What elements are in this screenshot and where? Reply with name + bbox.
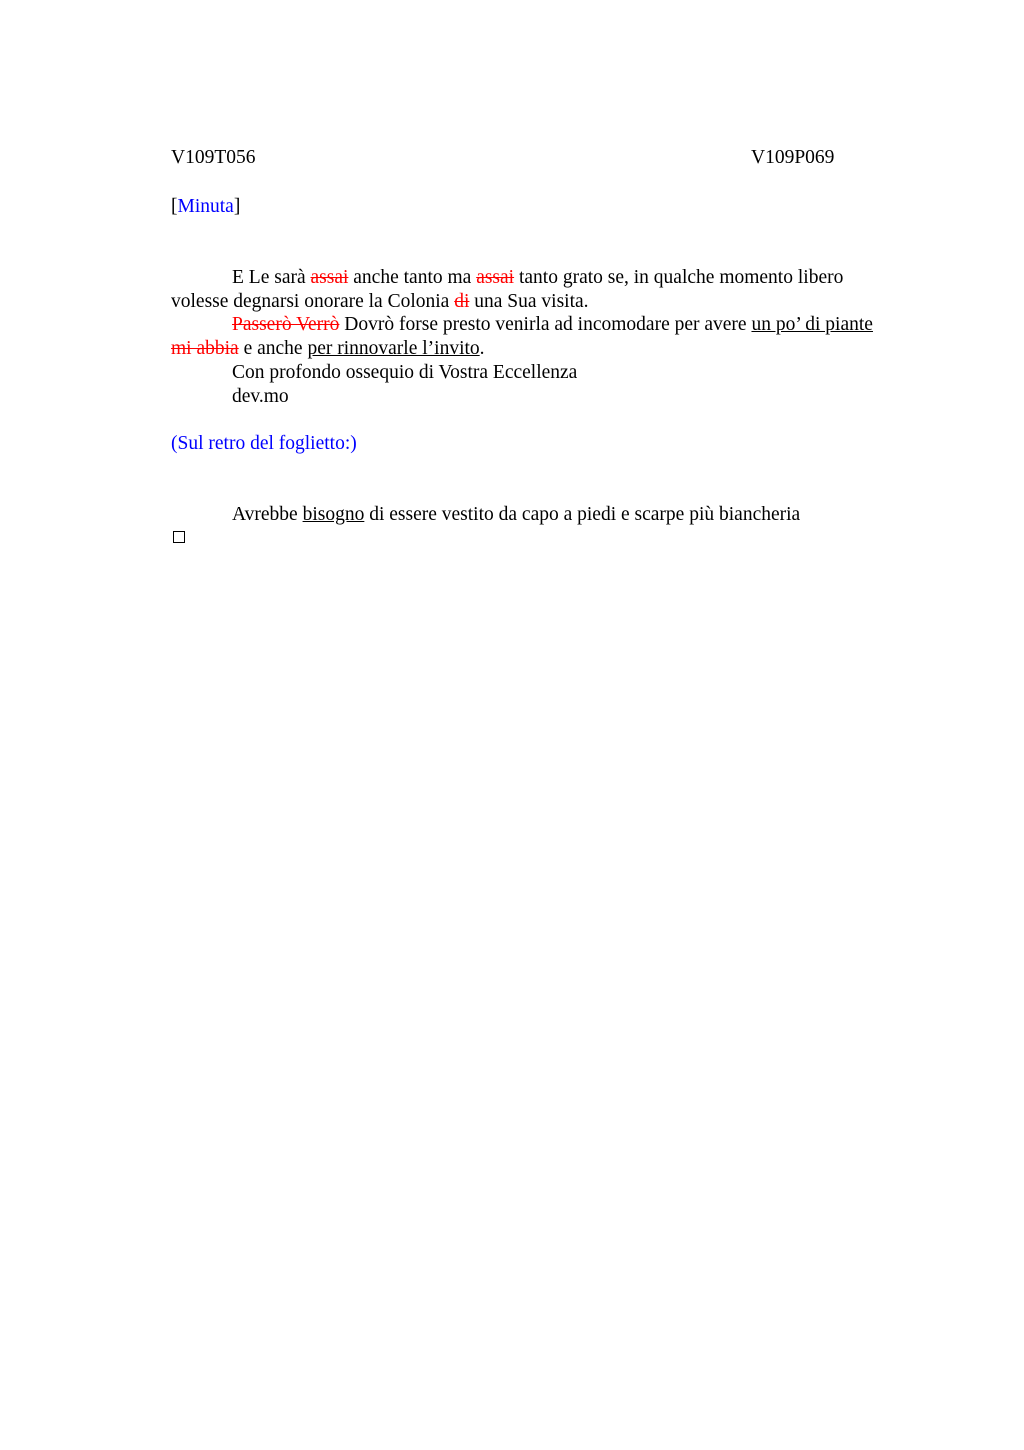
underlined-text: bisogno [302,504,365,525]
deleted-text: assai [310,267,349,288]
text-run: e anche [238,338,308,359]
para1-line2 [171,290,589,314]
empty-square-icon [173,531,185,543]
closing-line2: dev.mo [232,386,289,407]
text-run: Dovrò forse presto venirla ad incomodare per avere [339,314,752,335]
deleted-text: Passerò Verrò [232,314,340,335]
text-run: tanto grato se, in qualche momento libero [514,267,844,288]
minuta-label [171,195,240,219]
text-run: E Le sarà [232,267,311,288]
para2-line2 [171,337,485,361]
deleted-text: di [454,291,470,312]
text-run: anche tanto ma [348,267,477,288]
text-run: . [479,338,485,359]
closing-line1: Con profondo ossequio di Vostra Eccellenza [232,362,578,383]
para1-line1 [232,266,843,290]
label-close-bracket: ] [233,196,241,217]
label-text: Minuta [177,196,234,217]
text-run: di essere vestito da capo a piedi e scarpe più biancheria [364,504,801,525]
header-left-code: V109T056 [171,147,256,168]
deleted-text: assai [476,267,515,288]
underlined-text: per rinnovarle l’invito [307,338,480,359]
deleted-text: mi abbia [171,338,239,359]
text-run: una Sua visita. [469,291,589,312]
header-right-code: V109P069 [751,147,835,168]
underlined-text: un po’ di piante [751,314,873,335]
para2-line1 [232,313,873,337]
label-open-bracket: [ [171,196,178,217]
verso-line [232,503,800,527]
text-run: volesse degnarsi onorare la Colonia [171,291,455,312]
verso-note: (Sul retro del foglietto:) [171,433,357,454]
text-run: Avrebbe [232,504,303,525]
